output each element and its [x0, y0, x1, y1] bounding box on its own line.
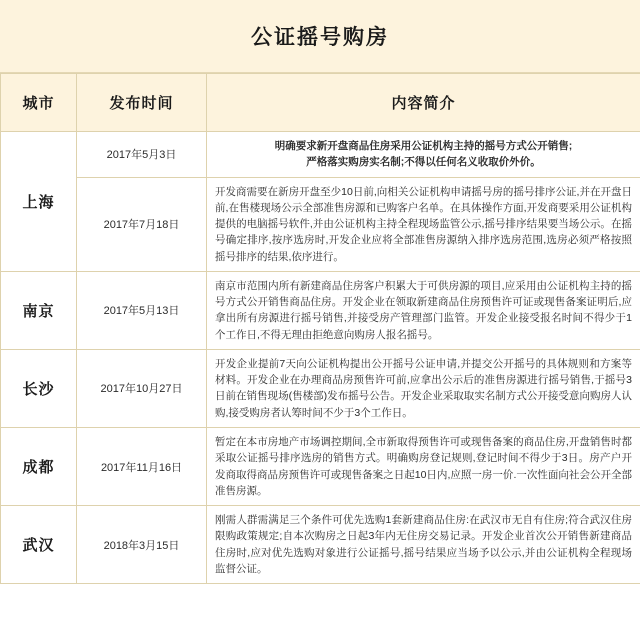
- cell-date: 2018年3月15日: [77, 506, 207, 584]
- cell-desc: 开发企业提前7天向公证机构提出公开摇号公证申请,并提交公开摇号的具体规则和方案等材料。开发企业在办理商品房预售许可前,应拿出公示后的准售房源进行摇号销售,于摇号3日前在销售现场(售楼部)发布摇号公告。开发企业采取取实名制方式公开接受意向购房人认购,接受购房者认筹时间不少于3个工作日。: [207, 349, 640, 427]
- cell-date: 2017年5月13日: [77, 271, 207, 349]
- page-title-bar: [0, 0, 640, 73]
- cell-desc: 暂定在本市房地产市场调控期间,全市新取得预售许可或现售备案的商品住房,开盘销售时都采取公证摇号排序选房的销售方式。明确购房登记规则,登记时间不得少于3日。房产户开发商取得商品房预售许可或现售备案之日起10日内,应照一房一价.一次性面向社会公开全部准售房源。: [207, 427, 640, 505]
- cell-city: 长沙: [1, 349, 77, 427]
- cell-city: 上海: [1, 132, 77, 272]
- table-header: [1, 74, 640, 132]
- column-header-date: 发布时间: [77, 74, 207, 132]
- cell-city: 成都: [1, 427, 77, 505]
- cell-city: 武汉: [1, 506, 77, 584]
- cell-date: 2017年10月27日: [77, 349, 207, 427]
- desc-line: 明确要求新开盘商品住房采用公证机构主持的摇号方式公开销售;: [274, 140, 573, 152]
- policy-table: [0, 73, 640, 584]
- table-row: [1, 177, 640, 271]
- table-header-row: [1, 74, 640, 132]
- cell-desc: 南京市范围内所有新建商品住房客户积累大于可供房源的项目,应采用由公证机构主持的摇号方式公开销售商品住房。开发企业在领取新建商品住房预售许可证或现售备案证明后,应拿出所有房源进行摇号销售,并接受房产管理部门监管。开发企业接受报名时间不得少于1个工作日,不得无理由拒绝意向购房人报名摇号。: [207, 271, 640, 349]
- cell-date: 2017年11月16日: [77, 427, 207, 505]
- cell-date: 2017年7月18日: [77, 177, 207, 271]
- cell-desc: 开发商需要在新房开盘至少10日前,向相关公证机构申请摇号房的摇号排序公证,并在开盘日前,在售楼现场公示全部准售房源和已购客户名单。在具体操作方面,开发商要采用公证机构提供的电脑摇号软件,并由公证机构主持全程现场监管公示,摇号排序结果要当场公示。在摇号确定排序,按序选房时,开发企业应将全部准售房源纳入排序选房范围,选房必须严格按照摇号排序的结果,依序进行。: [207, 177, 640, 271]
- table-row: [1, 349, 640, 427]
- column-header-desc: 内容简介: [207, 74, 640, 132]
- page-title: 公证摇号购房: [251, 26, 389, 49]
- cell-date: 2017年5月3日: [77, 132, 207, 178]
- table-row: [1, 427, 640, 505]
- cell-desc: [207, 132, 640, 178]
- cell-desc: 刚需人群需满足三个条件可优先选购1套新建商品住房:在武汉市无自有住房;符合武汉住房限购政策规定;自本次购房之日起3年内无住房交易记录。开发企业首次公开销售新建商品住房时,应对优先选购对象进行公证摇号,摇号结果应当场予以公示,并由公证机构全程现场监督公证。: [207, 506, 640, 584]
- table-row: [1, 132, 640, 178]
- column-header-city: 城市: [1, 74, 77, 132]
- table-row: [1, 271, 640, 349]
- desc-line: 严格落实购房实名制;不得以任何名义收取价外价。: [306, 156, 541, 169]
- table-body: [1, 132, 640, 584]
- table-row: [1, 506, 640, 584]
- cell-city: 南京: [1, 271, 77, 349]
